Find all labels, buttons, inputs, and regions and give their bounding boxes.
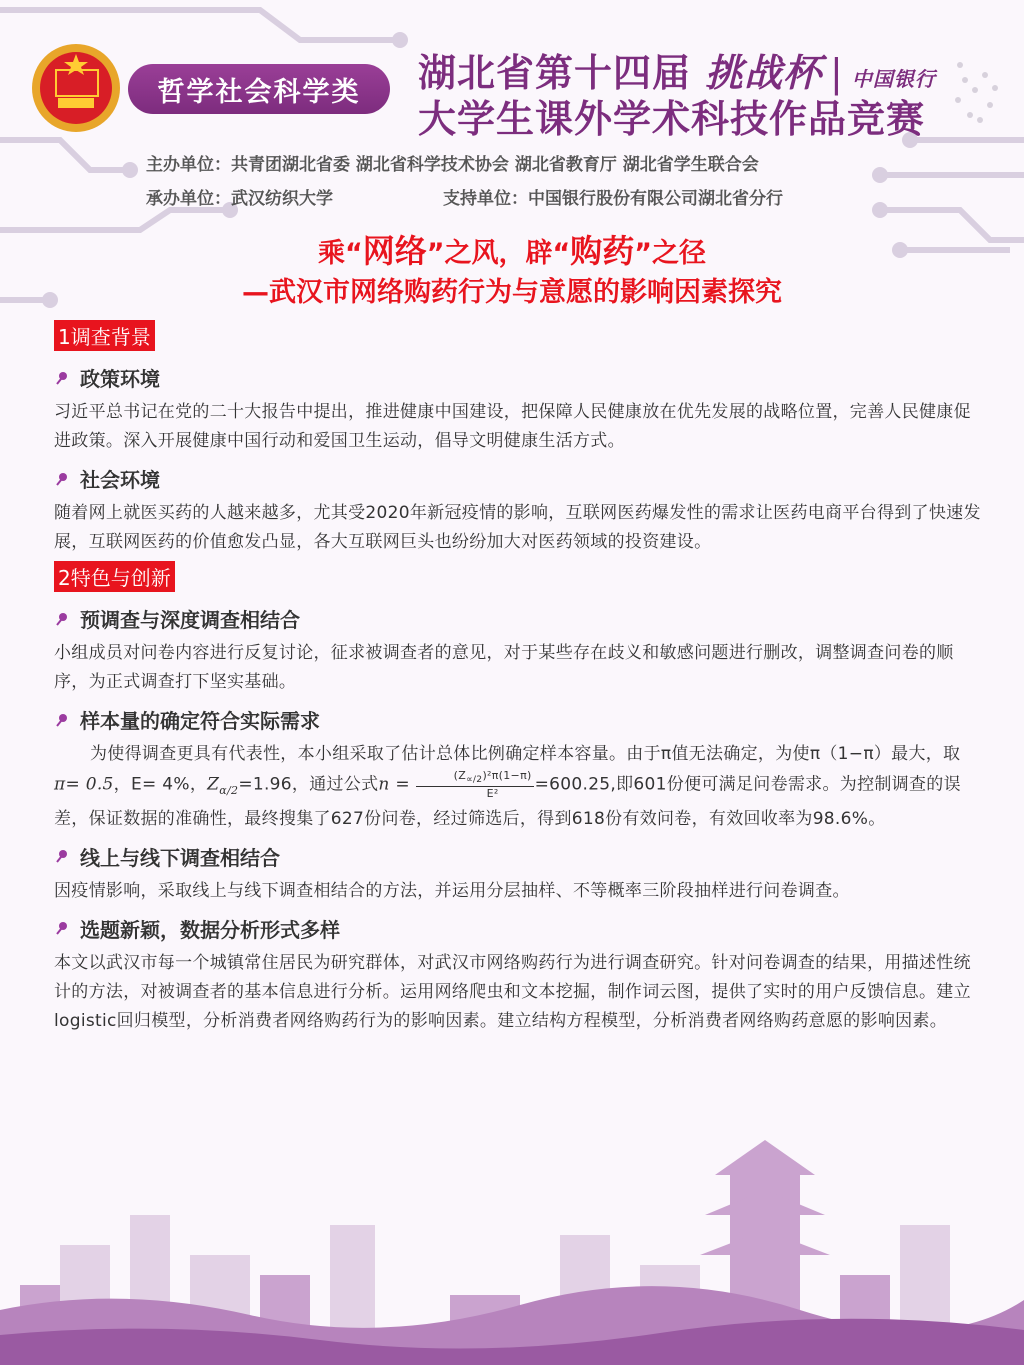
pin-bullet-icon — [56, 371, 68, 385]
undertaker-line: 承办单位：武汉纺织大学 支持单位：中国银行股份有限公司湖北省分行 — [146, 189, 783, 209]
subheading-presurvey: 预调查与深度调查相结合 — [56, 604, 984, 633]
pin-bullet-icon — [56, 472, 68, 486]
youth-league-logo — [28, 40, 124, 136]
sample-size-formula: $\frac{(Z_{\propto/2})^2\pi(1-\pi)}{\text{E²}}$ — [416, 769, 534, 800]
paragraph-presurvey: 小组成员对问卷内容进行反复讨论，征求被调查者的意见，对于某些存在歧义和敏感问题进行删改，调整调查问卷的顺序，为正式调查打下坚实基础。 — [54, 643, 954, 692]
pin-bullet-icon — [56, 921, 68, 935]
paragraph-policy: 习近平总书记在党的二十大报告中提出，推进健康中国建设，把保障人民健康放在优先发展的战略位置，完善人民健康促进政策。深入开展健康中国行动和爱国卫生运动，倡导文明健康生活方式。 — [54, 402, 971, 451]
subheading-sample-size: 样本量的确定符合实际需求 — [56, 705, 984, 734]
paragraph-society: 随着网上就医买药的人越来越多，尤其受2020年新冠疫情的影响，互联网医药爆发性的需求让医药电商平台得到了快速发展，互联网医药的价值愈发凸显，各大互联网巨头也纷纷加大对医药领域的投资建设。 — [54, 503, 981, 552]
city-skyline-decoration — [0, 1135, 1024, 1365]
section-heading-background: 1调查背景 — [54, 320, 155, 351]
category-badge: 哲学社会科学类 — [128, 64, 390, 114]
pin-bullet-icon — [56, 713, 68, 727]
supporter-text: 支持单位：中国银行股份有限公司湖北省分行 — [443, 189, 783, 209]
section-heading-features: 2特色与创新 — [54, 561, 175, 592]
subheading-policy: 政策环境 — [56, 363, 984, 392]
content-body — [54, 320, 984, 1036]
organizer-line: 主办单位：共青团湖北省委 湖北省科学技术协会 湖北省教育厅 湖北省学生联合会 — [146, 155, 759, 175]
subheading-novel-topic: 选题新颖，数据分析形式多样 — [56, 914, 984, 943]
project-title-line1: 乘“网络”之风，辟“购药”之径 — [317, 232, 707, 270]
project-title-line2: —武汉市网络购药行为与意愿的影响因素探究 — [242, 277, 782, 308]
pin-bullet-icon — [56, 612, 68, 626]
paragraph-online-offline: 因疫情影响，采取线上与线下调查相结合的方法，并运用分层抽样、不等概率三阶段抽样进行问卷调查。 — [54, 880, 850, 901]
subheading-society: 社会环境 — [56, 464, 984, 493]
subheading-online-offline: 线上与线下调查相结合 — [56, 842, 984, 871]
paragraph-novel-topic: 本文以武汉市每一个城镇常住居民为研究群体，对武汉市网络购药行为进行调查研究。针对问卷调查的结果，用描述性统计的方法，对被调查者的基本信息进行分析。运用网络爬虫和文本挖掘，制作词云图，提供了实时的用户反馈信息。建立logistic回归模型，分析消费者网络购药行为的影响因素。建立结构方程模型，分析消费者网络购药意愿的影响因素。 — [54, 952, 971, 1031]
pin-bullet-icon — [56, 849, 68, 863]
paragraph-sample-size: 为使得调查更具有代表性，本小组采取了估计总体比例确定样本容量。由于π值无法确定，为使π（1−π）最大，取π= 0.5，E= 4%，$Z_{\alpha/2}=1.96$，通过公式n = $\frac{(Z_{\propto/2})^2\pi(1-\pi)}{\text{E²}}$ =600.25,即601份便可满足问卷需求。为控制调查的误差，保证数据的准确性，最终搜集了627份问卷，经过筛选后，得到618份有效问卷，有效回收率为98.6%。 — [54, 744, 961, 829]
bank-of-china-text: 中国银行 — [851, 67, 936, 91]
competition-title-line2: 大学生课外学术科技作品竞赛 — [418, 97, 926, 141]
competition-title-line1: 湖北省第十四届 挑战杯 | 中国银行 — [418, 50, 936, 95]
challenge-cup-text: 挑战杯 — [705, 50, 823, 95]
